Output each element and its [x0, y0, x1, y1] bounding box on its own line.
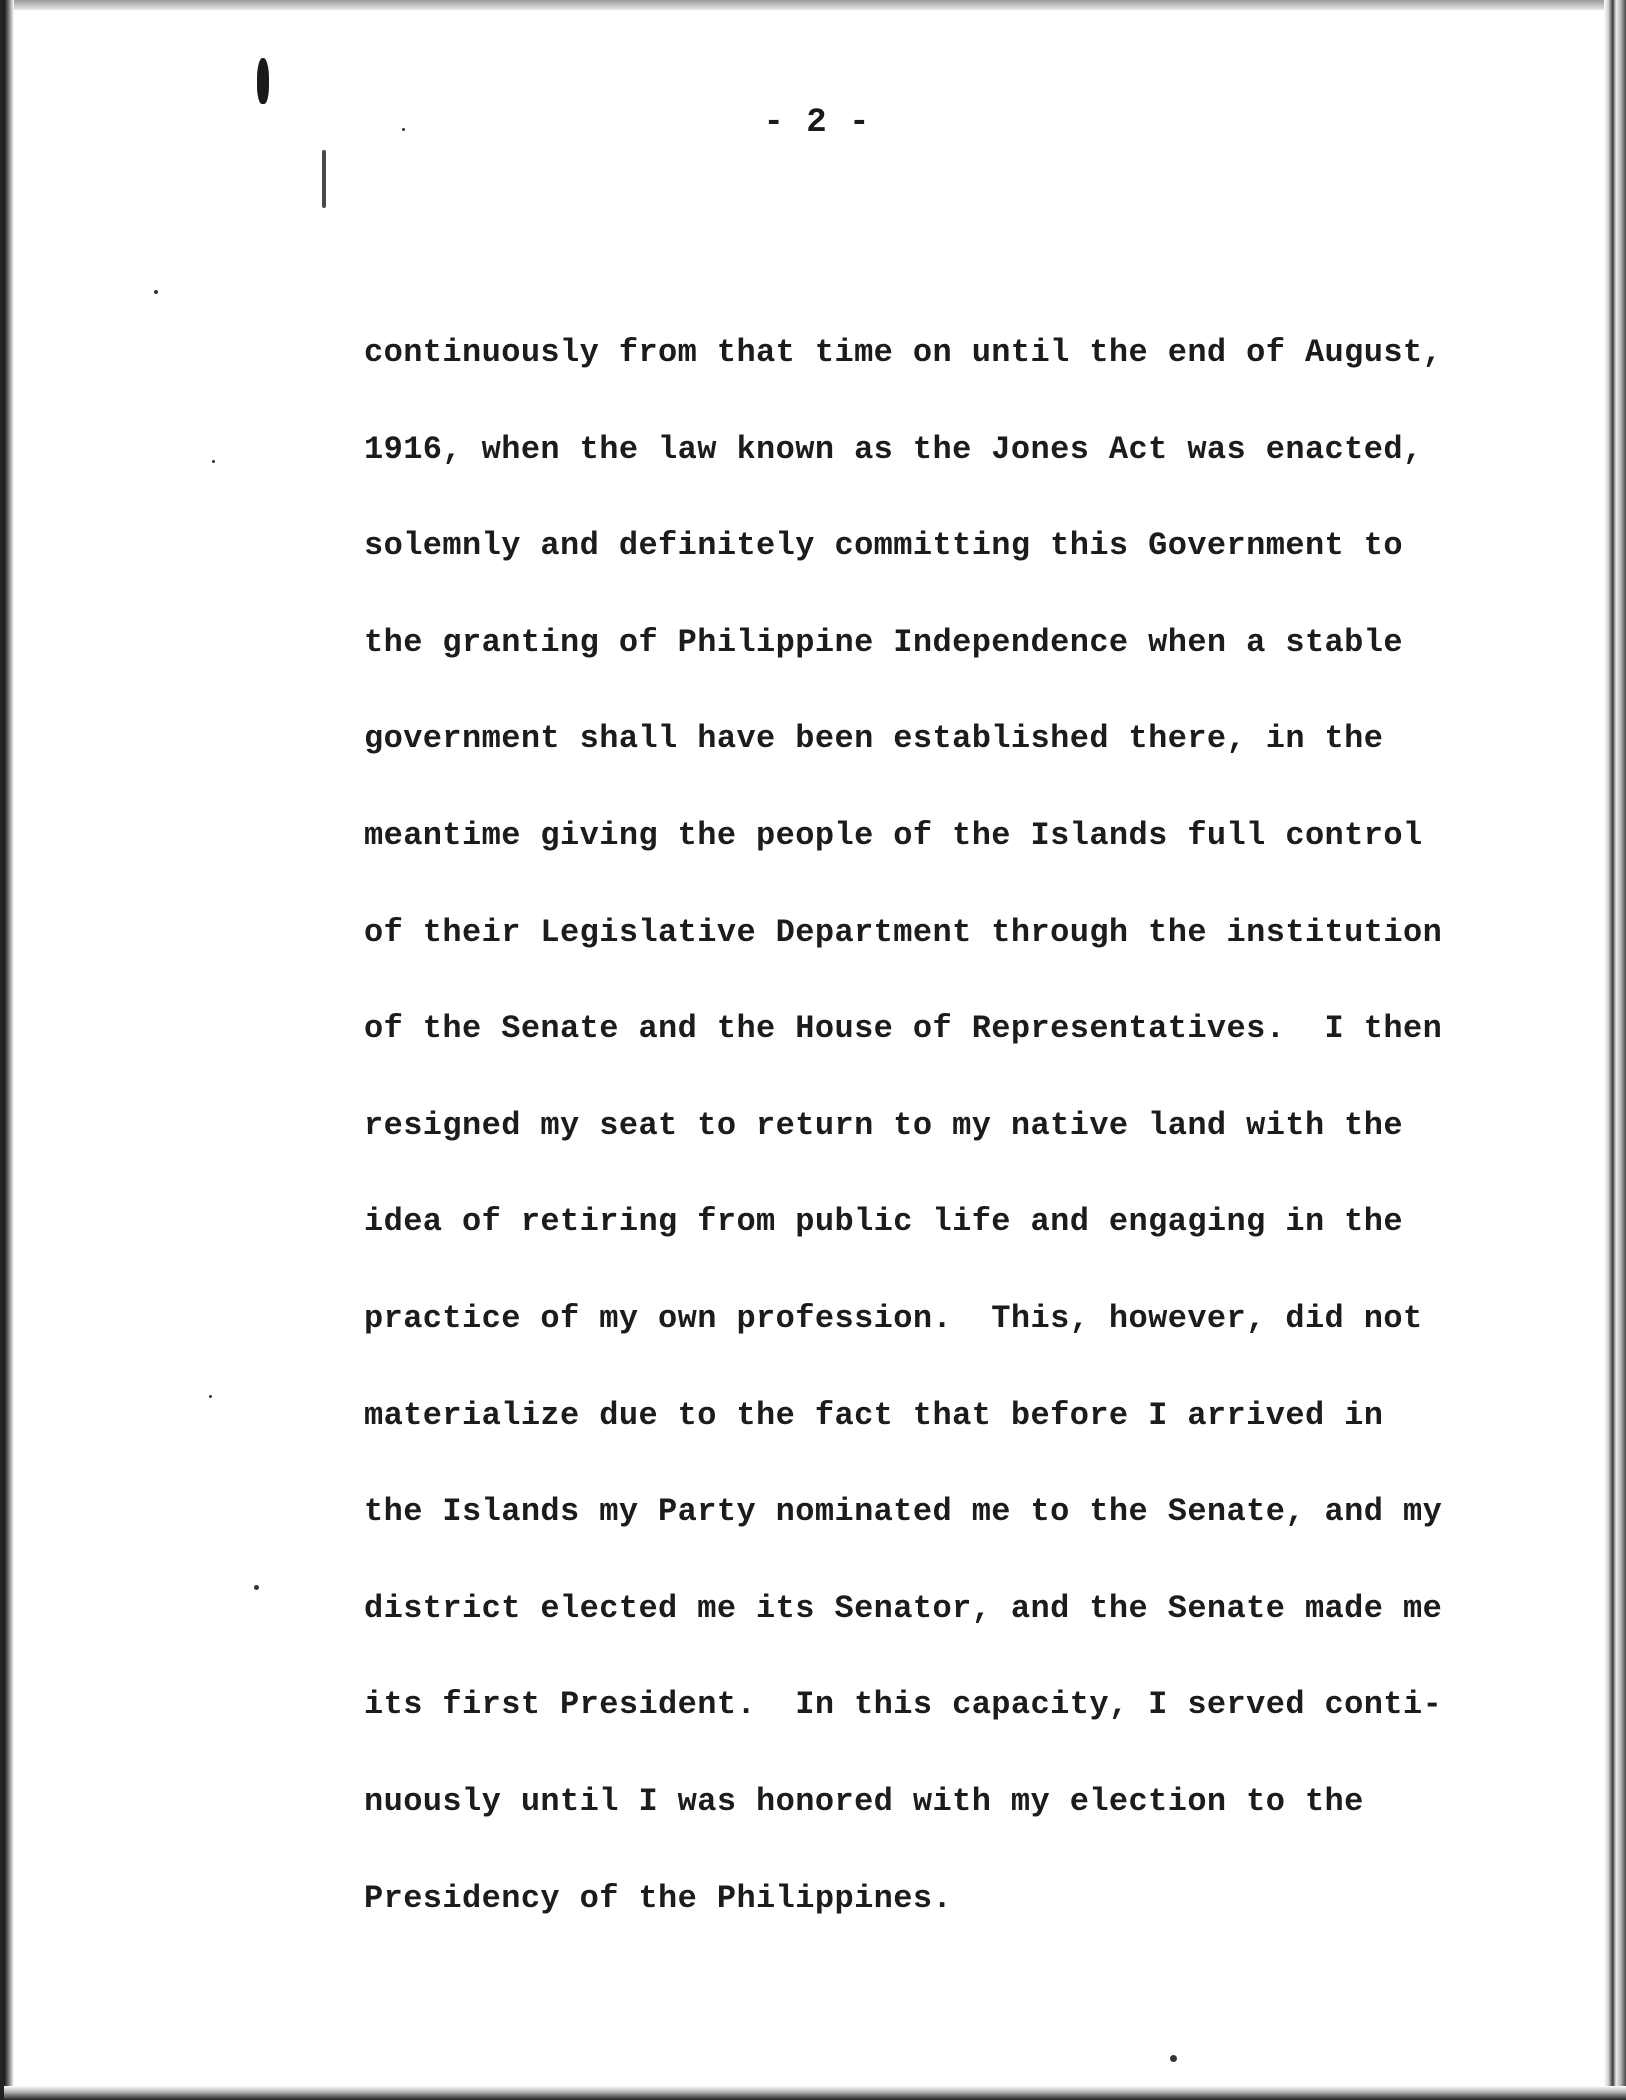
text-line: resigned my seat to return to my native land with the — [364, 1106, 1403, 1144]
text-line: materialize due to the fact that before I arrived in — [364, 1396, 1384, 1434]
ink-smudge — [257, 58, 269, 104]
page-top-edge — [4, 0, 1626, 10]
text-line: solemnly and definitely committing this Government to — [364, 527, 1403, 565]
text-line: government shall have been established there, in the — [364, 720, 1384, 758]
text-line: nuously until I was honored with my election to the — [364, 1782, 1364, 1820]
text-line: the Islands my Party nominated me to the Senate, and my — [364, 1493, 1443, 1531]
body-text — [364, 327, 1484, 1969]
page-left-edge — [4, 0, 14, 2100]
text-line: of their Legislative Department through the institution — [364, 913, 1443, 951]
text-line: 1916, when the law known as the Jones Act was enacted, — [364, 430, 1423, 468]
text-line: continuously from that time on until the end of August, — [364, 334, 1443, 371]
page-bottom-edge — [4, 2086, 1626, 2100]
text-line: district elected me its Senator, and the Senate made me — [364, 1589, 1443, 1627]
text-line: practice of my own profession. This, however, did not — [364, 1299, 1423, 1337]
page-right-edge — [1604, 0, 1626, 2100]
text-line: of the Senate and the House of Representatives. I then — [364, 1010, 1443, 1048]
ink-mark — [322, 150, 326, 208]
text-line: its first President. In this capacity, I served conti- — [364, 1686, 1443, 1724]
page-number: - 2 - — [763, 104, 871, 142]
speck — [254, 1585, 259, 1590]
speck — [212, 460, 215, 463]
text-line: meantime giving the people of the Islands full control — [364, 816, 1423, 854]
speck — [1170, 2055, 1177, 2062]
speck — [154, 290, 158, 294]
text-line: the granting of Philippine Independence when a stable — [364, 623, 1403, 661]
text-line: idea of retiring from public life and engaging in the — [364, 1203, 1403, 1241]
text-line: Presidency of the Philippines. — [364, 1879, 953, 1917]
speck — [209, 1395, 212, 1398]
